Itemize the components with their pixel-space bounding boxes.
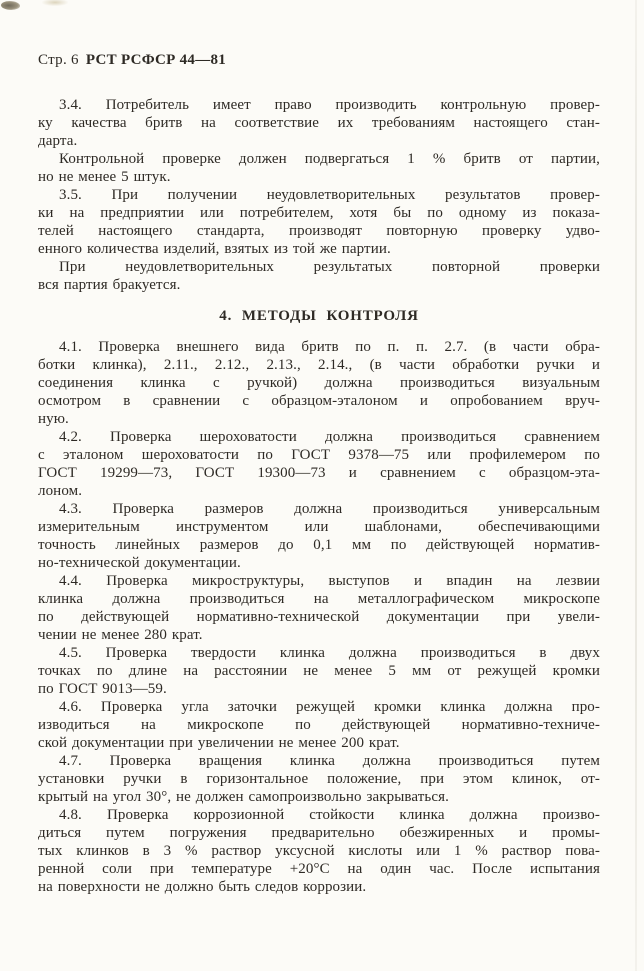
text-line: ную. [38, 411, 69, 427]
text-line: 4.4. Проверка микроструктуры, выступов и впадин на лезвии [59, 573, 600, 589]
text-line: но не менее 5 штук. [38, 169, 171, 185]
text-line: чении не менее 280 крат. [38, 627, 203, 643]
text-line: точность линейных размеров до 0,1 мм по действующей норматив- [38, 537, 600, 553]
text-line: 4.1. Проверка внешнего вида бритв по п. п. 2.7. (в части обра- [59, 339, 600, 355]
text-line: ской документации при увеличении не менее 200 крат. [38, 735, 400, 751]
text-line: диться путем погружения предварительно обезжиренных и промы- [38, 825, 600, 841]
paragraph [38, 698, 600, 752]
body-text [38, 96, 600, 896]
scan-artifact-speck [1, 1, 20, 10]
text-line: установки ручки в горизонтальное положение, при этом клинок, от- [38, 771, 600, 787]
text-line: по действующей нормативно-технической документации при увели- [38, 609, 600, 625]
text-line: измерительным инструментом или шаблонами, обеспечивающими [38, 519, 600, 535]
text-line: 3.4. Потребитель имеет право производить контрольную провер- [59, 97, 600, 113]
text-line: ренной соли при температуре +20°С на один час. После испытания [38, 861, 600, 877]
page-header [38, 52, 226, 69]
text-line: точках по длине на расстоянии не менее 5 мм от режущей кромки [38, 663, 600, 679]
text-line: 4.3. Проверка размеров должна производиться универсальным [59, 501, 600, 517]
text-line: Контрольной проверке должен подвергаться 1 % бритв от партии, [59, 151, 600, 167]
text-line: лоном. [38, 483, 83, 499]
text-line: ГОСТ 19299—73, ГОСТ 19300—73 и сравнением с образцом-эта- [38, 465, 600, 481]
text-line: на поверхности не должно быть следов коррозии. [38, 879, 367, 895]
paragraph [38, 500, 600, 572]
paragraph [38, 96, 600, 150]
text-line: клинка должна производиться на металлографическом микроскопе [38, 591, 600, 607]
text-line: с эталоном шероховатости по ГОСТ 9378—75 или профилемером по [38, 447, 600, 463]
paragraph [38, 428, 600, 500]
text-line: 3.5. При получении неудовлетворительных результатов провер- [59, 187, 600, 203]
text-line: но-технической документации. [38, 555, 241, 571]
text-line: крытый на угол 30°, не должен самопроизвольно закрываться. [38, 789, 449, 805]
paragraph [38, 572, 600, 644]
text-line: 4.7. Проверка вращения клинка должна производиться путем [59, 753, 600, 769]
text-line: 4.5. Проверка твердости клинка должна производиться в двух [59, 645, 600, 661]
text-line: соединения клинка с ручкой) должна производиться визуальным [38, 375, 600, 391]
text-line: ку качества бритв на соответствие их требованиям настоящего стан- [38, 115, 600, 131]
text-line: 4.6. Проверка угла заточки режущей кромки клинка должна про- [59, 699, 600, 715]
text-line: тых клинков в 3 % раствор уксусной кислоты или 1 % раствор пова- [38, 843, 600, 859]
paragraph [38, 806, 600, 896]
text-line: ки на предприятии или потребителем, хотя бы по одному из показа- [38, 205, 600, 221]
text-line: 4.2. Проверка шероховатости должна производиться сравнением [59, 429, 600, 445]
text-line: телей настоящего стандарта, производят повторную проверку удво- [38, 223, 600, 239]
scan-artifact-edge-line [635, 0, 637, 971]
paragraph [38, 258, 600, 294]
page-number-label: Стр. 6 [38, 52, 79, 68]
section-heading: 4. МЕТОДЫ КОНТРОЛЯ [219, 308, 419, 324]
standard-reference: РСТ РСФСР 44—81 [85, 52, 227, 68]
section-3-paragraphs [38, 96, 600, 294]
section-4-paragraphs [38, 338, 600, 896]
text-line: дарта. [38, 133, 78, 149]
text-line: 4.8. Проверка коррозионной стойкости клинка должна произво- [59, 807, 600, 823]
text-line: изводиться на микроскопе по действующей нормативно-техниче- [38, 717, 600, 733]
paragraph [38, 752, 600, 806]
paragraph [38, 644, 600, 698]
text-line: ботки клинка), 2.11., 2.12., 2.13., 2.14., (в части обработки ручки и [38, 357, 600, 373]
text-line: по ГОСТ 9013—59. [38, 681, 167, 697]
paragraph [38, 338, 600, 428]
text-line: енного количества изделий, взятых из той же партии. [38, 241, 391, 257]
scan-artifact-smudge [42, 0, 68, 6]
paragraph [38, 150, 600, 186]
text-line: вся партия бракуется. [38, 277, 181, 293]
text-line: При неудовлетворительных результатых повторной проверки [59, 259, 600, 275]
paragraph [38, 186, 600, 258]
text-line: осмотром в сравнении с образцом-эталоном и опробованием вруч- [38, 393, 600, 409]
